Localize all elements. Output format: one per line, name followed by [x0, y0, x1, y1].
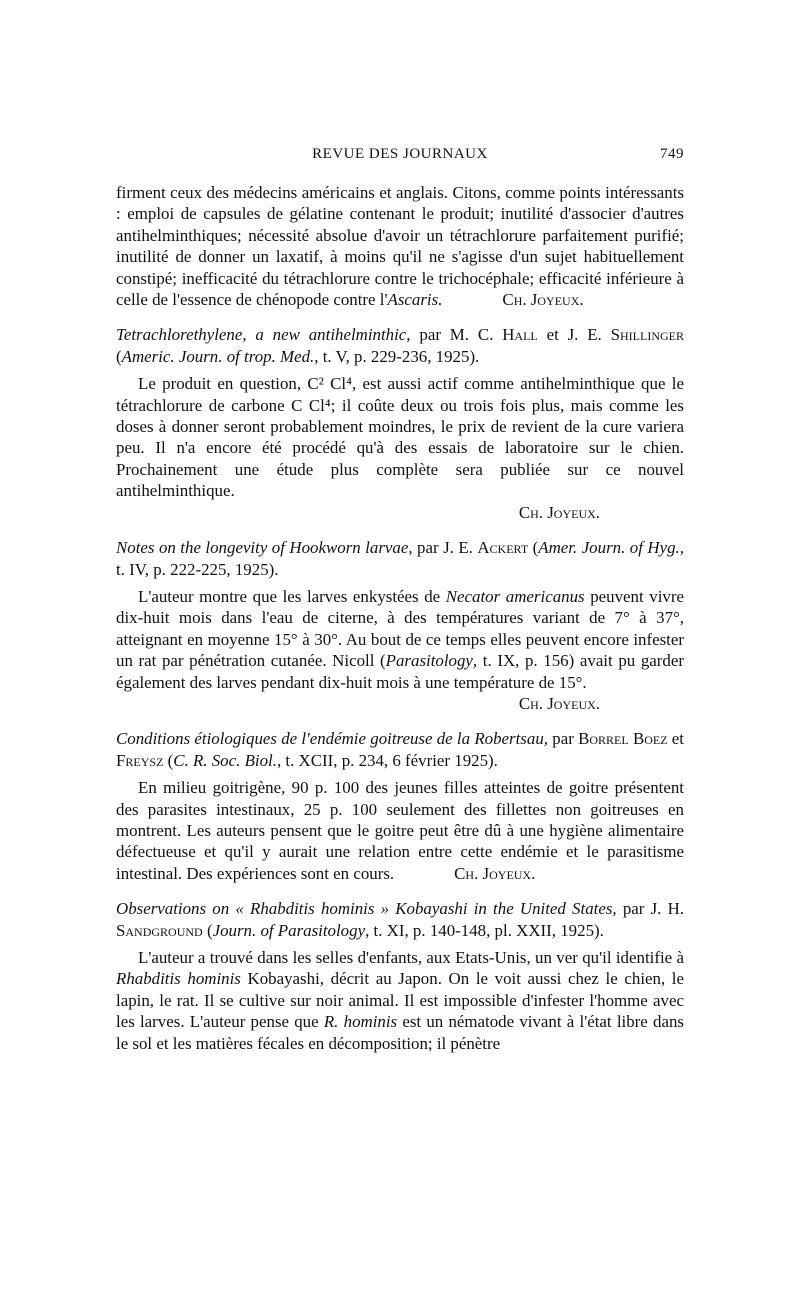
review-body-2 — [116, 586, 684, 693]
review-title-2: Notes on the longevity of Hookworn larvae, — [116, 538, 413, 558]
review-by-1: par M. C. — [410, 325, 503, 345]
journal-page — [116, 142, 684, 1054]
review-citation-4: , t. XI, p. 140-148, pl. XXII, 1925). — [365, 920, 604, 940]
review-title-3: Conditions étiologiques de l'endémie goitreuse de la Robertsau, — [116, 729, 548, 749]
review-body-4-pre: L'auteur a trouvé dans les selles d'enfants, aux Etats-Unis, un ver qu'il identifie à — [138, 948, 684, 967]
review-journal-4: Journ. of Parasitology — [212, 920, 366, 940]
review-author-1a: Hall — [502, 325, 538, 345]
review-journal-open-1: ( — [116, 346, 122, 366]
review-title-1: Tetrachlorethylene, a new antihelminthic, — [116, 325, 411, 345]
intro-text: firment ceux des médecins américains et anglais. Citons, comme points intéressants : emploi de capsules de gélatine contenant le produit; inutilité d'associer d'autres antihelminthiques; nécessité absolue d'avoir un tétrachlorure parfaitement purifié; inutilité de donner un laxatif, à moins qu'il ne s'agisse d'un sujet habituellement constipé; inefficacité du tétrachlorure contre le trichocéphale; efficacité inférieure à celle de l'essence de chénopode contre l' — [116, 183, 684, 310]
review-author-3b: Boez — [632, 729, 668, 749]
review-body-3 — [116, 777, 684, 884]
review-body-4-species-abbrev: R. hominis — [323, 1012, 398, 1032]
intro-paragraph — [116, 182, 684, 310]
review-author-sep-1: et J. E. — [537, 325, 611, 345]
review-citation-2: , t. IV, p. 222-225, 1925). — [116, 538, 684, 579]
review-signature-3: Ch. Joyeux. — [454, 863, 536, 883]
review-author-4: Sandground — [116, 920, 203, 940]
review-journal-2: Amer. Journ. of Hyg. — [538, 538, 680, 558]
intro-signature: Ch. Joyeux. — [502, 290, 584, 310]
review-author-3c: Freysz — [116, 750, 164, 770]
review-by-3: par — [548, 729, 579, 749]
review-citation-3: , t. XCII, p. 234, 6 février 1925). — [276, 750, 498, 770]
review-journal-3: C. R. Soc. Biol. — [173, 750, 277, 770]
review-body-text-3: En milieu goitrigène, 90 p. 100 des jeunes filles atteintes de goitre présentent des parasites intestinaux, 25 p. 100 seulement des fillettes non goitreuses en montrent. Les auteurs pensent que le goitre peut être dû à une hygiène alimentaire défectueuse et qu'il y aurait une relation entre cette endémie et le parasitisme intestinal. Des expériences sont en cours. — [116, 778, 684, 883]
page-number: 749 — [660, 146, 684, 162]
review-reference-1 — [116, 324, 684, 367]
text-column — [116, 182, 684, 1054]
running-title: REVUE DES JOURNAUX — [312, 146, 488, 162]
review-journal-open-3: ( — [163, 750, 174, 770]
review-journal-1: Americ. Journ. of trop. Med. — [121, 346, 315, 366]
review-title-4: Observations on « Rhabditis hominis » Kobayashi in the United States, — [116, 899, 617, 919]
review-body-2-species: Necator americanus — [445, 586, 585, 606]
review-body-4-species: Rhabditis hominis — [116, 969, 241, 989]
review-body-text-1: Le produit en question, C² Cl⁴, est aussi actif comme antihelminthique que le tétrachlorure de carbone C Cl⁴; il coûte deux ou trois fois plus, mais comme les doses à donner seront probablement moindres, le prix de revient de la cure variera peu. Il n'a encore été procédé qu'à des essais de laboratoire sur le chien. Prochainement une étude plus complète sera publiée sur ce nouvel antihelminthique. — [116, 374, 684, 501]
review-body-4 — [116, 947, 684, 1054]
review-signature-2: Ch. Joyeux. — [518, 693, 600, 713]
review-author-3a: Borrel — [578, 729, 629, 749]
review-body-2-pre: L'auteur montre que les larves enkystées de — [138, 586, 446, 606]
review-by-2: par J. E. — [412, 538, 478, 558]
review-journal-open-4: ( — [202, 920, 213, 940]
review-by-4: par J. H. — [616, 899, 684, 919]
review-body-4-mid: Kobayashi, décrit au Japon. On le voit aussi chez le chien, le lapin, le rat. Il se cultive sur noir animal. Il est impossible d'infester l'homme avec les larves. L'auteur pense que — [116, 969, 684, 1032]
review-journal-open-2: ( — [528, 538, 539, 558]
review-reference-4 — [116, 898, 684, 941]
review-signature-1: Ch. Joyeux. — [518, 502, 600, 522]
review-body-2-journal: Parasitology — [385, 651, 473, 671]
review-body-1 — [116, 373, 684, 501]
intro-italic: Ascaris. — [387, 290, 443, 310]
review-body-4-post: est un nématode vivant à l'état libre dans le sol et les matières fécales en décomposition; il pénètre — [116, 1012, 684, 1053]
review-author-sep-3b: et — [667, 729, 684, 749]
review-reference-3 — [116, 728, 684, 771]
review-author-1b: Shillinger — [610, 325, 685, 345]
review-body-2-mid: peuvent vivre dix-huit mois dans l'eau de citerne, à des températures variant de 7° à 37°, atteignant en moyenne 15° à 30°. Au bout de ce temps elles peuvent encore infester un rat par pénétration cutanée. Nicoll ( — [116, 586, 684, 671]
review-body-2-post: , t. IX, p. 156) avait pu garder également des larves pendant dix-huit mois à une température de 15°. — [116, 651, 684, 692]
review-citation-1: , t. V, p. 229-236, 1925). — [314, 346, 480, 366]
running-header — [116, 142, 684, 166]
review-reference-2 — [116, 537, 684, 580]
review-author-2: Ackert — [477, 538, 529, 558]
